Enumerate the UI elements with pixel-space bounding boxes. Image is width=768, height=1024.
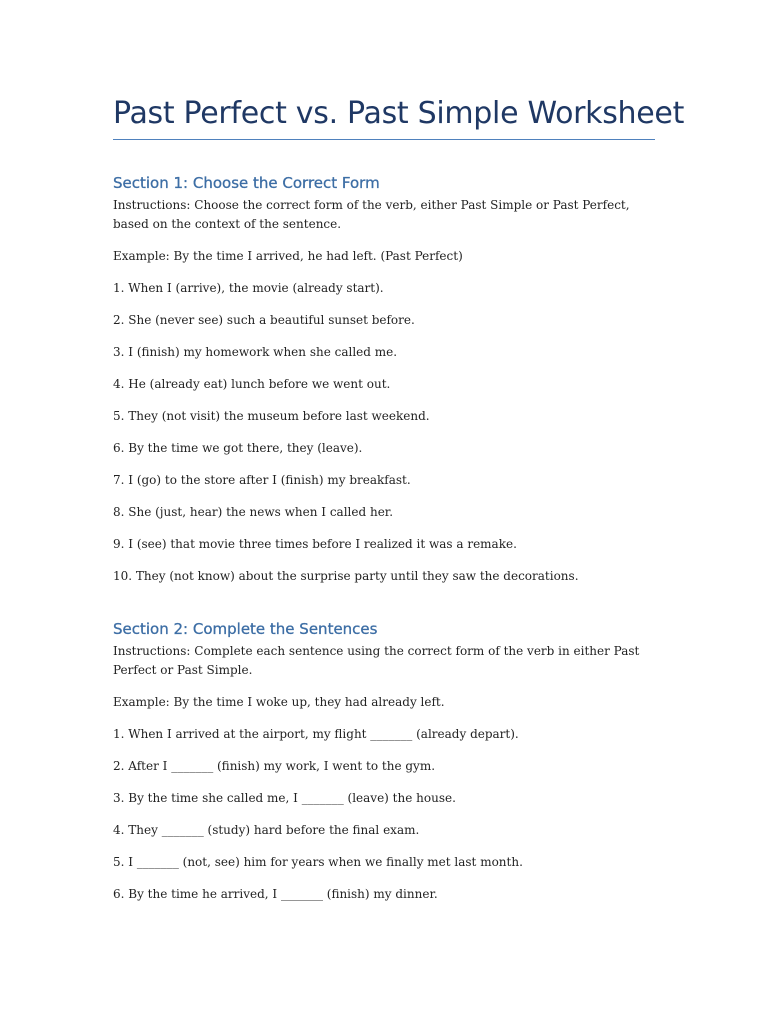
exercise-item: 2. She (never see) such a beautiful sunset before. [113,313,415,327]
section-1-instructions: Instructions: Choose the correct form of the verb, either Past Simple or Past Perfect, based on the context of the sentence. [113,198,630,231]
section-2-example: Example: By the time I woke up, they had already left. [113,695,445,709]
section-2-instructions: Instructions: Complete each sentence using the correct form of the verb in either Past Perfect or Past Simple. [113,644,640,677]
section-1-heading: Section 1: Choose the Correct Form [113,174,380,192]
exercise-item: 4. They _______ (study) hard before the final exam. [113,823,420,837]
exercise-item: 6. By the time we got there, they (leave). [113,441,363,455]
exercise-item: 10. They (not know) about the surprise party until they saw the decorations. [113,569,579,583]
section-1 [113,173,655,586]
exercise-item: 6. By the time he arrived, I _______ (finish) my dinner. [113,887,438,901]
section-2-heading: Section 2: Complete the Sentences [113,620,378,638]
exercise-item: 8. She (just, hear) the news when I called her. [113,505,394,519]
exercise-item: 7. I (go) to the store after I (finish) my breakfast. [113,473,411,487]
section-2 [113,619,655,904]
exercise-item: 5. I _______ (not, see) him for years when we finally met last month. [113,855,523,869]
exercise-item: 1. When I (arrive), the movie (already start). [113,281,384,295]
page-title: Past Perfect vs. Past Simple Worksheet [113,96,685,131]
section-1-example: Example: By the time I arrived, he had left. (Past Perfect) [113,249,463,263]
exercise-item: 4. He (already eat) lunch before we went out. [113,377,391,391]
exercise-item: 1. When I arrived at the airport, my flight _______ (already depart). [113,727,519,741]
title-underline [113,139,655,140]
exercise-item: 5. They (not visit) the museum before last weekend. [113,409,430,423]
exercise-item: 2. After I _______ (finish) my work, I went to the gym. [113,759,436,773]
exercise-item: 9. I (see) that movie three times before I realized it was a remake. [113,537,517,551]
exercise-item: 3. By the time she called me, I _______ (leave) the house. [113,791,456,805]
worksheet-page [113,0,685,904]
exercise-item: 3. I (finish) my homework when she called me. [113,345,398,359]
